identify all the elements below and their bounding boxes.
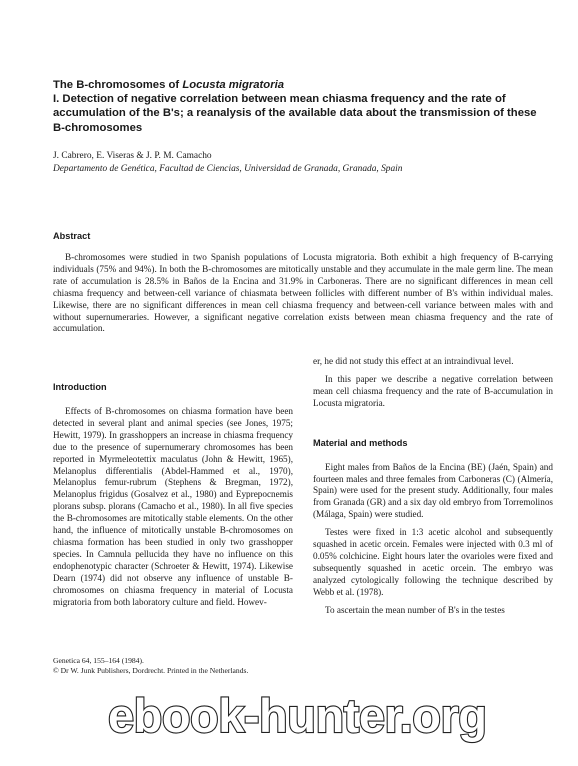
- copyright-notice: © Dr W. Junk Publishers, Dordrecht. Printed in the Netherlands.: [53, 665, 249, 675]
- paper-subtitle-line-3: B-chromosomes: [53, 121, 143, 134]
- paper-subtitle-line-2: accumulation of the B's; a reanalysis of the available data about the transmission of these: [53, 107, 537, 120]
- abstract-heading: Abstract: [53, 231, 91, 241]
- paper-subtitle-line-1: I. Detection of negative correlation between mean chiasma frequency and the rate of: [53, 93, 506, 106]
- title-species: Locusta migratoria: [182, 79, 285, 91]
- introduction-heading: Introduction: [53, 382, 107, 392]
- paper-title: [53, 78, 553, 92]
- title-prefix: The B-chromosomes of: [53, 79, 183, 91]
- methods-paragraph-2: Testes were fixed in 1:3 acetic alcohol and subsequently squashed in acetic orcein. Females were injected with 0.3 ml of 0.05% colchicine. Eight hours later the ovarioles were fixed and subsequently squashed in acetic orcein. The embryo was analyzed cytologically following the technique described by Webb et al. (1978).: [313, 527, 553, 597]
- methods-paragraph-1: Eight males from Baños de la Encina (BE) (Jaén, Spain) and fourteen males and three females from Carboneras (C) (Almería, Spain) were used for the present study. Additionally, four males from Granada (GR) and a six day old embryo from Torremolinos (Málaga, Spain) were studied.: [313, 461, 553, 520]
- journal-citation: Genetica 64, 155–164 (1984).: [53, 656, 144, 665]
- watermark-text: ebook-hunter.org: [108, 689, 487, 742]
- watermark: [108, 680, 488, 750]
- title-block: [53, 78, 553, 135]
- affiliation: Departamento de Genética, Facultad de Ciencias, Universidad de Granada, Granada, Spain: [53, 164, 403, 174]
- methods-heading: Material and methods: [313, 437, 408, 448]
- abstract-text: B-chromosomes were studied in two Spanish populations of Locusta migratoria. Both exhibit a high frequency of B-carrying individuals (75% and 94%). In both the B-chromosomes are mitotically unstable and they accumulate in the male germ line. The mean rate of accumulation is 28.5% in Baños de la Encina and 31.9% in Carboneras. There are no significant differences in mean cell chiasma frequency and between-cell variance of chiasmata between follicles with different number of B's within individual males. Likewise, there are no significant differences in mean cell chiasma frequency and between-cell variance between males with and without supernumeraries. However, a significant negative correlation exists between mean chiasma frequency and the rate of accumulation.: [53, 252, 553, 334]
- introduction-text: Effects of B-chromosomes on chiasma formation have been detected in several plant and animal species (see Jones, 1975; Hewitt, 1979). In grasshoppers an increase in chiasma frequency due to the presence of supernumerary chromosomes has been reported in Myrmeleotettix maculatus (John & Hewitt, 1965), Melanoplus differentialis (Abdel-Hammed et al., 1970), Melanoplus femur-rubrum (Stephens & Bregman, 1972), Melanoplus frigidus (Gosalvez et al., 1980) and Eyprepocnemis plorans subsp. plorans (Camacho et al., 1980). In all five species the B-chromosomes are mitotically stable elements. On the other hand, the influence of mitotically unstable B-chromosomes on chiasma formation has been studied in only two grasshopper species. In Camnula pellucida they have no influence on this endophenotypic character (Schroeter & Hewitt, 1974). Likewise Dearn (1974) did not observe any influence of unstable B-chromosomes on chiasma frequency in material of Locusta migratoria from both laboratory culture and field. Howev-: [53, 406, 293, 607]
- intro-final-paragraph: In this paper we describe a negative correlation between mean cell chiasma frequency and the rate of B-accumulation in Locusta migratoria.: [313, 373, 553, 408]
- right-column: [313, 356, 553, 617]
- journal-footer: [53, 656, 248, 675]
- intro-continuation: er, he did not study this effect at an intraindivual level.: [313, 356, 514, 366]
- left-column: [53, 382, 293, 608]
- authors: J. Cabrero, E. Viseras & J. P. M. Camacho: [53, 151, 212, 161]
- methods-paragraph-3: To ascertain the mean number of B's in the testes: [325, 604, 505, 615]
